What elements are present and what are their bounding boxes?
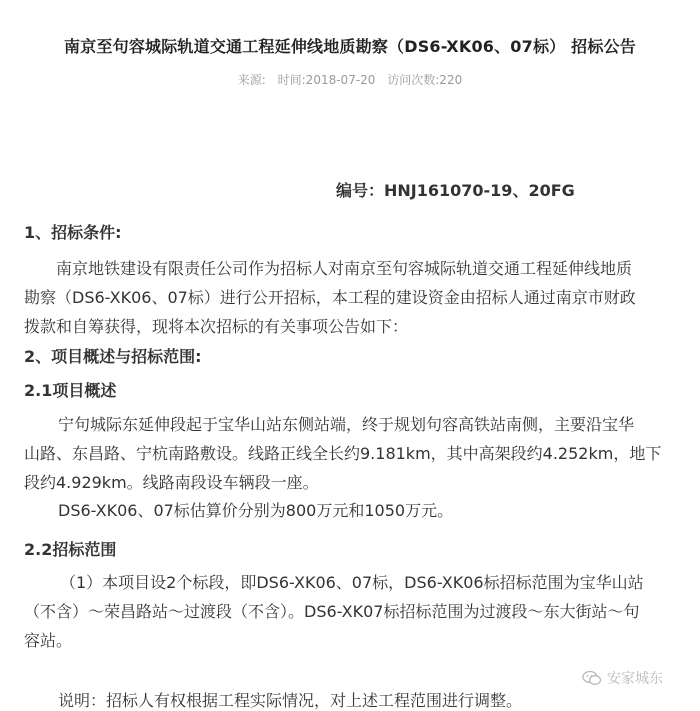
- paragraph-line: 拨款和自筹获得，现将本次招标的有关事项公告如下：: [24, 317, 409, 336]
- section-2-1-paragraph: [24, 410, 674, 497]
- section-2-heading: 2、项目概述与招标范围:: [24, 347, 202, 366]
- meta-source: 来源:: [237, 73, 266, 87]
- section-2-2-paragraph: [24, 568, 674, 655]
- paragraph-line: 山路、东昌路、宁杭南路敷设。线路正线全长约9.181km，其中高架段约4.252km，地下: [24, 444, 662, 463]
- note-paragraph: 说明：招标人有权根据工程实际情况，对上述工程范围进行调整。: [58, 691, 523, 710]
- paragraph-line: 容站。: [24, 631, 73, 650]
- paragraph-line: 段约4.929km。线路南段设车辆段一座。: [24, 473, 319, 492]
- paragraph-line: （不含）～荣昌路站～过渡段（不含）。DS6-XK07标招标范围为过渡段～东大街站～句: [24, 602, 640, 621]
- paragraph-line: 宁句城际东延伸段起于宝华山站东侧站端，终于规划句容高铁站南侧，主要沿宝华: [58, 415, 635, 434]
- watermark-text: 安家城东: [607, 671, 663, 687]
- document-number: 编号：HNJ161070-19、20FG: [336, 181, 575, 200]
- watermark: [582, 668, 663, 688]
- section-1-heading: 1、招标条件:: [24, 223, 122, 242]
- paragraph-line: （1）本项目设2个标段，即DS6-XK06、07标，DS6-XK06标招标范围为宝华山站: [60, 573, 644, 592]
- section-2-1-heading: 2.1项目概述: [24, 381, 117, 400]
- article-meta: [0, 71, 700, 88]
- meta-time: 时间:2018-07-20: [277, 73, 376, 87]
- wechat-icon: [582, 670, 602, 686]
- paragraph-line: 南京地铁建设有限责任公司作为招标人对南京至句容城际轨道交通工程延伸线地质: [56, 259, 633, 278]
- estimated-price-paragraph: DS6-XK06、07标估算价分别为800万元和1050万元。: [58, 501, 454, 520]
- section-2-2-heading: 2.2招标范围: [24, 540, 117, 559]
- paragraph-line: 勘察（DS6-XK06、07标）进行公开招标，本工程的建设资金由招标人通过南京市财政: [24, 288, 636, 307]
- page-title: 南京至句容城际轨道交通工程延伸线地质勘察（DS6-XK06、07标） 招标公告: [64, 37, 636, 56]
- meta-visits: 访问次数:220: [387, 73, 463, 87]
- section-1-paragraph: [24, 254, 674, 341]
